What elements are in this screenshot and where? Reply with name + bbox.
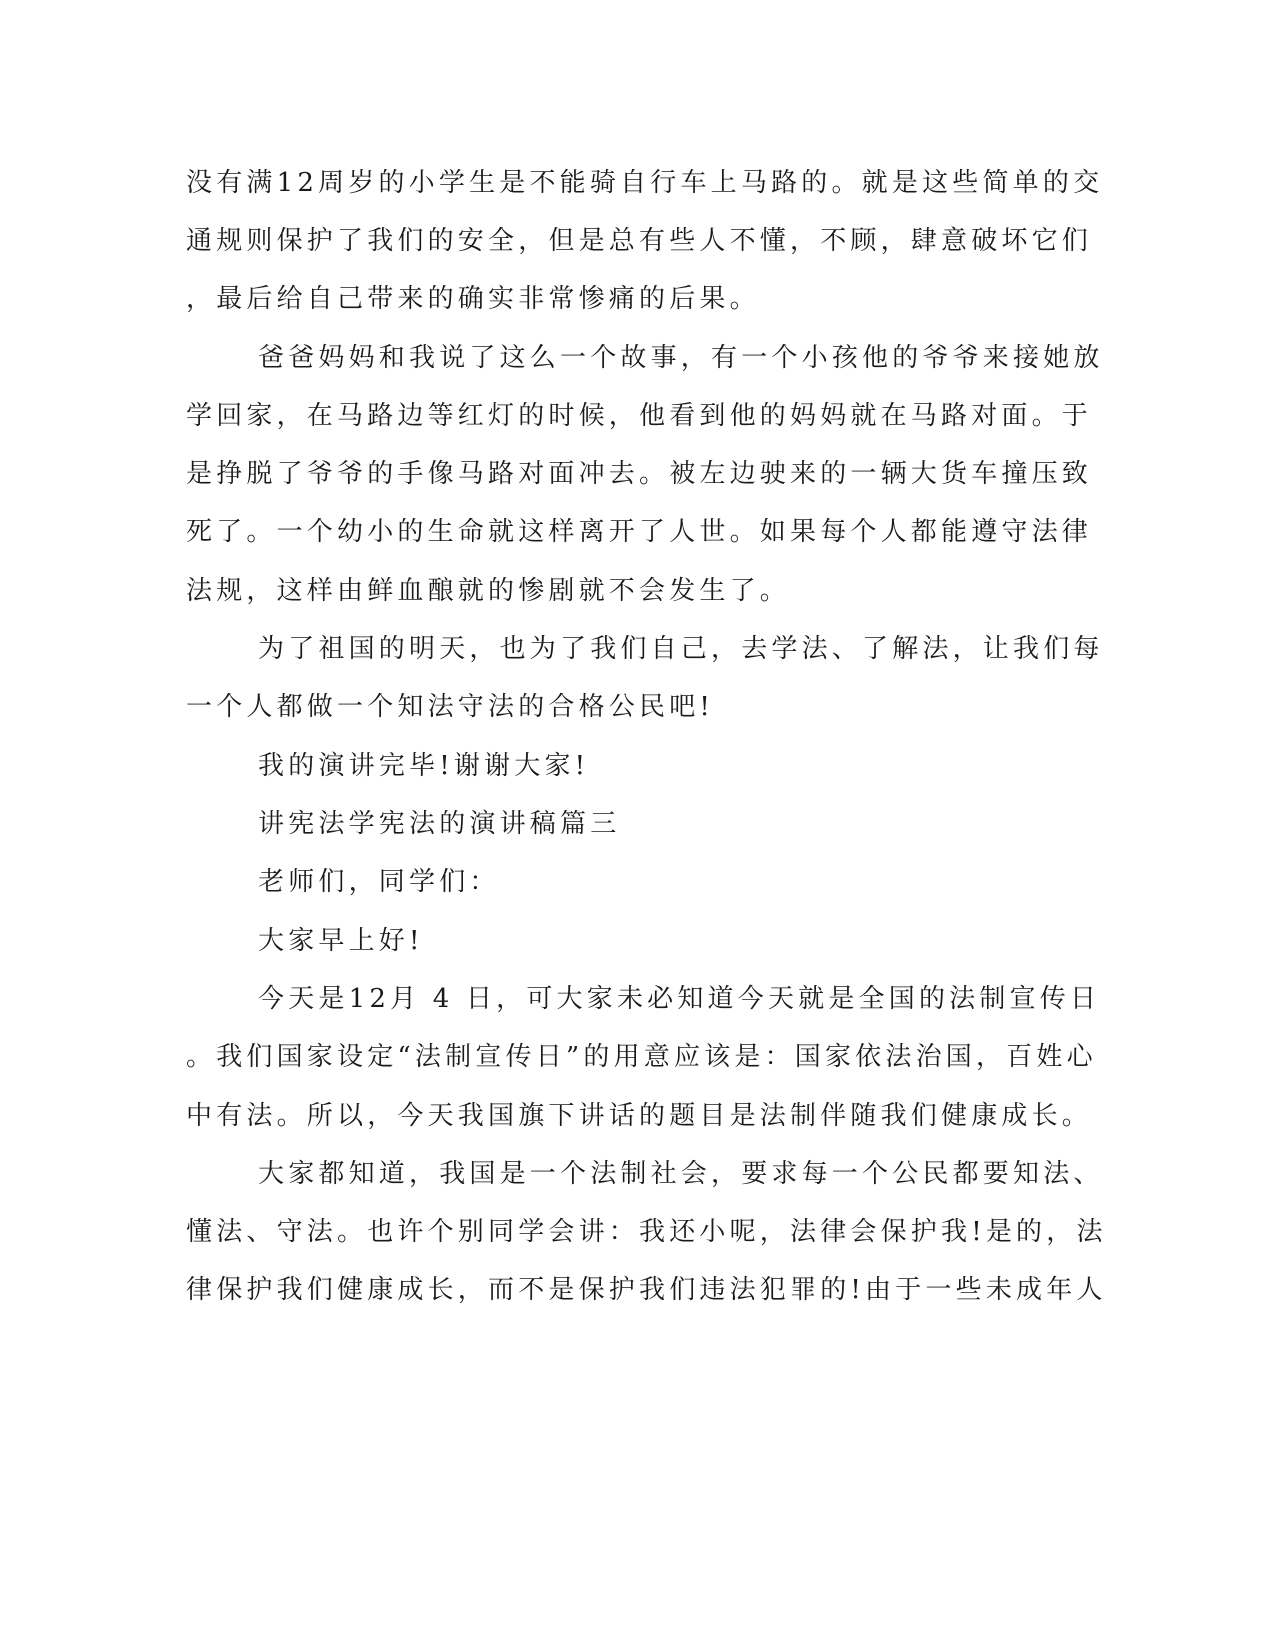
text-line: ，最后给自己带来的确实非常惨痛的后果。 (186, 284, 760, 314)
text-line: 律保护我们健康成长，而不是保护我们违法犯罪的!由于一些未成年人 (186, 1275, 1107, 1305)
salutation: 老师们，同学们： (258, 867, 500, 897)
text-line: 法规，这样由鲜血酿就的惨剧就不会发生了。 (186, 576, 791, 606)
paragraph-first-line: 为了祖国的明天，也为了我们自己，去学法、了解法，让我们每 (258, 634, 1104, 664)
section-title: 讲宪法学宪法的演讲稿篇三 (258, 809, 621, 839)
text-line: 通规则保护了我们的安全，但是总有些人不懂，不顾，肆意破坏它们 (186, 226, 1093, 256)
text-line: 没有满12周岁的小学生是不能骑自行车上马路的。就是这些简单的交 (186, 168, 1104, 198)
text-line: 懂法、守法。也许个别同学会讲：我还小呢，法律会保护我!是的，法 (186, 1217, 1107, 1247)
text-line: 中有法。所以，今天我国旗下讲话的题目是法制伴随我们健康成长。 (186, 1101, 1093, 1131)
paragraph-first-line: 爸爸妈妈和我说了这么一个故事，有一个小孩他的爷爷来接她放 (258, 343, 1104, 373)
text-line: 一个人都做一个知法守法的合格公民吧! (186, 692, 715, 722)
paragraph-first-line: 今天是12月 4 日，可大家未必知道今天就是全国的法制宣传日 (258, 984, 1101, 1014)
text-line: 。我们国家设定“法制宣传日”的用意应该是：国家依法治国，百姓心 (186, 1042, 1097, 1072)
text-line: 是挣脱了爷爷的手像马路对面冲去。被左边驶来的一辆大货车撞压致 (186, 459, 1093, 489)
paragraph-first-line: 我的演讲完毕!谢谢大家! (258, 751, 590, 781)
greeting: 大家早上好! (258, 926, 424, 956)
text-line: 死了。一个幼小的生命就这样离开了人世。如果每个人都能遵守法律 (186, 517, 1093, 547)
text-line: 学回家，在马路边等红灯的时候，他看到他的妈妈就在马路对面。于 (186, 401, 1093, 431)
paragraph-first-line: 大家都知道，我国是一个法制社会，要求每一个公民都要知法、 (258, 1159, 1104, 1189)
